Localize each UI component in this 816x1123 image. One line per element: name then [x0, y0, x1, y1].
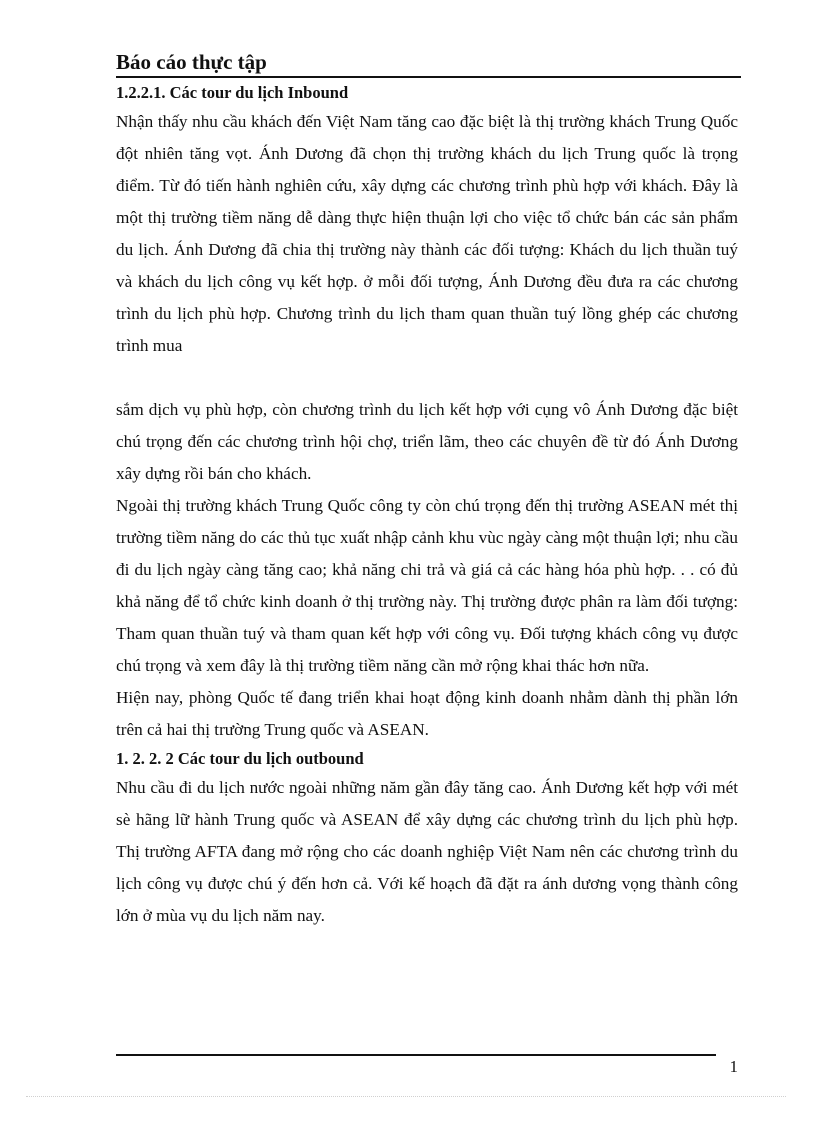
paragraph-inbound-continued: sắm dịch vụ phù hợp, còn chương trình du lịch kết hợp với cụng vô Ánh Dương đặc biệt chú trọng đến các chương trình hội chợ, triển lãm, theo các chuyên đề từ đó Ánh Dương xây dựng rồi bán cho khách.	[116, 400, 738, 483]
report-title: Báo cáo thực tập	[116, 50, 267, 74]
paragraph-gap	[116, 362, 738, 394]
paragraph-inbound-intro: Nhận thấy nhu cầu khách đến Việt Nam tăng cao đặc biệt là thị trường khách Trung Quốc đột nhiên tăng vọt. Ánh Dương đã chọn thị trường khách du lịch Trung quốc là trọng điểm. Từ đó tiến hành nghiên cứu, xây dựng các chương trình phù hợp với khách. Đây là một thị trường tiềm năng dễ dàng thực hiện thuận lợi cho việc tổ chức bán các sản phẩm du lịch. Ánh Dương đã chia thị trường này thành các đối tượng: Khách du lịch thuần tuý và khách du lịch công vụ kết hợp. ở mỗi đối tượng, Ánh Dương đều đưa ra các chương trình du lịch phù hợp. Chương trình du lịch tham quan thuần tuý lồng ghép các chương trình mua	[116, 112, 738, 355]
paragraph-asean-market: Ngoài thị trường khách Trung Quốc công ty còn chú trọng đến thị trường ASEAN mét thị trường tiềm năng do các thủ tục xuất nhập cảnh khu vùc ngày càng một thuận lợi; nhu cầu đi du lịch ngày càng tăng cao; khả năng chi trả và giá cả các hàng hóa phù hợp. . . có đủ khả năng để tổ chức kinh doanh ở thị trường này. Thị trường được phân ra làm đối tượng: Tham quan thuần tuý và tham quan kết hợp với công vụ. Đối tượng khách công vụ được chú trọng và xem đây là thị trường tiềm năng cần mở rộng khai thác hơn nữa.	[116, 496, 738, 675]
page-number: 1	[729, 1057, 738, 1076]
document-body	[116, 80, 738, 932]
paragraph-international-dept: Hiện nay, phòng Quốc tế đang triển khai hoạt động kinh doanh nhằm dành thị phần lớn trên cả hai thị trường Trung quốc và ASEAN.	[116, 688, 738, 739]
footer-rule	[116, 1054, 716, 1056]
section-heading-inbound: 1.2.2.1. Các tour du lịch Inbound	[116, 83, 349, 102]
page-bottom-border	[26, 1096, 786, 1097]
section-heading-outbound: 1. 2. 2. 2 Các tour du lịch outbound	[116, 749, 364, 768]
paragraph-outbound: Nhu cầu đi du lịch nước ngoài những năm gần đây tăng cao. Ánh Dương kết hợp với mét sè hãng lữ hành Trung quốc và ASEAN để xây dựng các chương trình du lịch phù hợp. Thị trường AFTA đang mở rộng cho các doanh nghiệp Việt Nam nên các chương trình du lịch công vụ được chú ý đến hơn cả. Với kế hoạch đã đặt ra ánh dương vọng thành công lớn ở mùa vụ du lịch năm nay.	[116, 778, 738, 925]
header-rule	[116, 76, 741, 78]
